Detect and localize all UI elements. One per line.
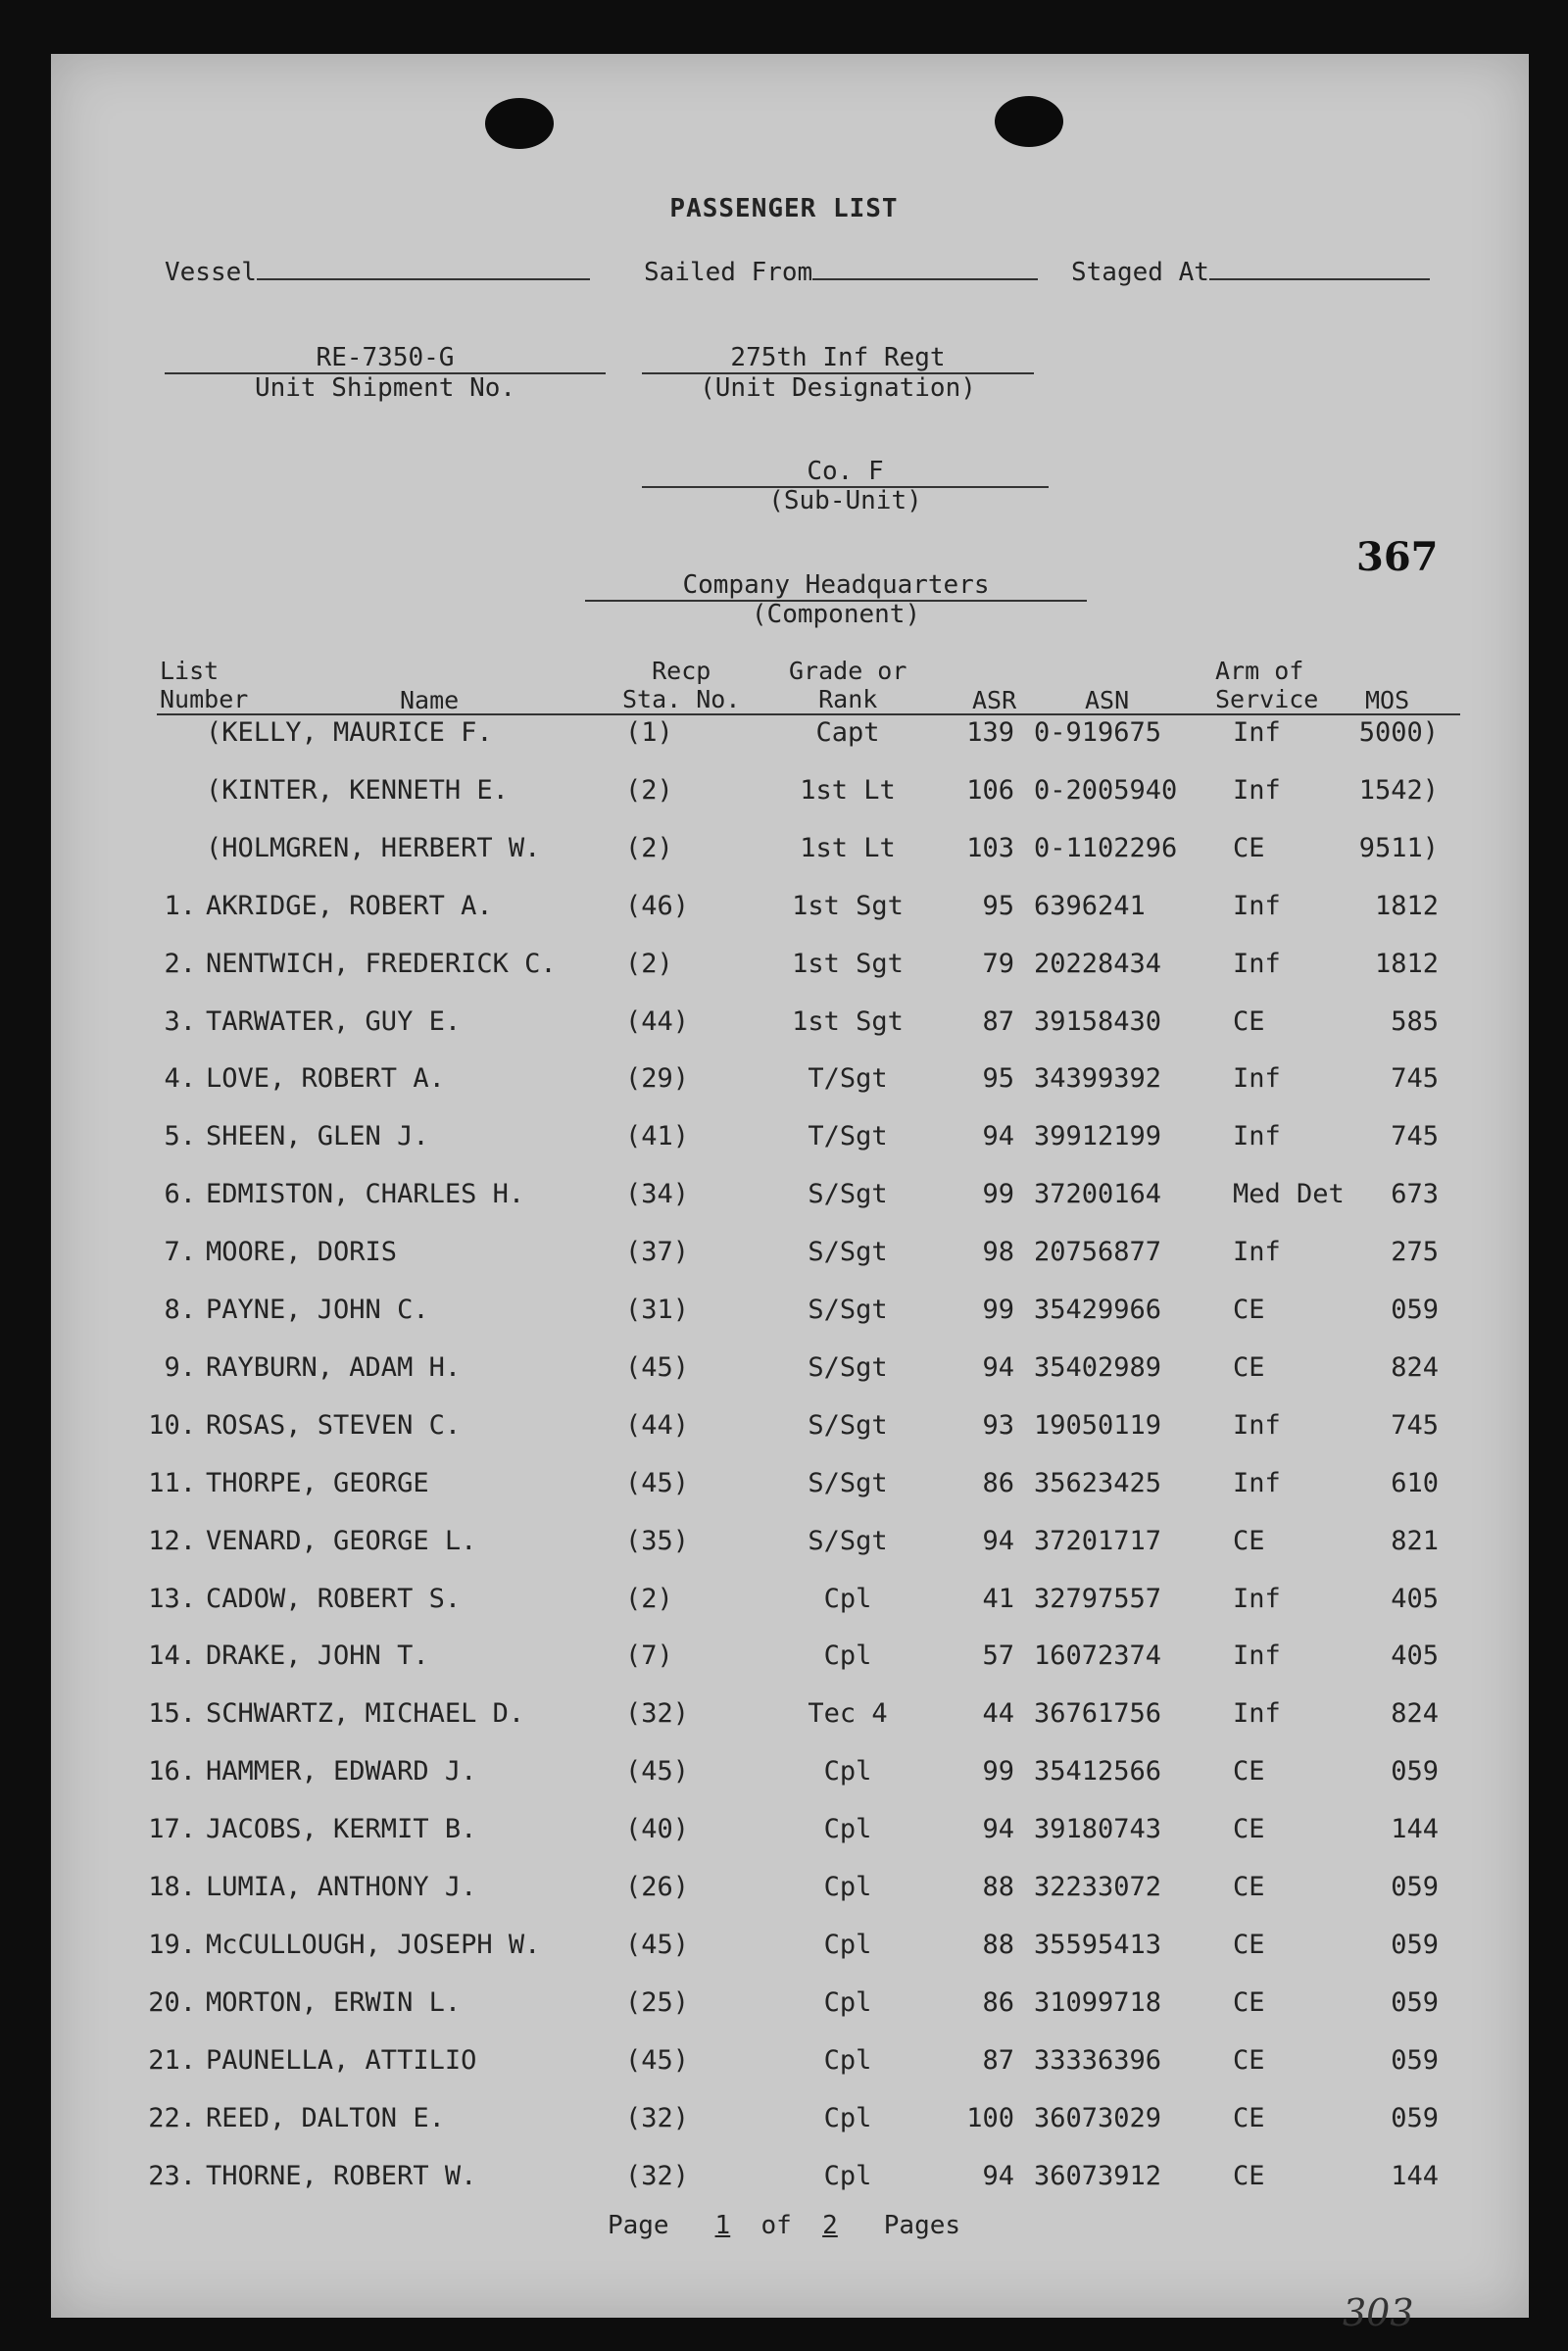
cell-mos: 059 — [1391, 1872, 1439, 1902]
cell-name: CADOW, ROBERT S. — [206, 1583, 462, 1614]
cell-name: VENARD, GEORGE L. — [206, 1525, 477, 1556]
cell-asr: 98 — [982, 1237, 1014, 1268]
cell-mos: 059 — [1391, 1295, 1439, 1325]
cell-name: DRAKE, JOHN T. — [206, 1641, 429, 1672]
punch-hole-left — [485, 98, 554, 149]
table-row — [0, 1468, 1568, 1507]
cell-asn: 34399392 — [1034, 1063, 1162, 1095]
cell-num: 6. — [164, 1179, 196, 1210]
col-mos: MOS — [1365, 686, 1410, 714]
cell-num: 20. — [148, 1986, 196, 2018]
cell-rank: Cpl — [823, 2160, 872, 2191]
cell-sta: (44) — [625, 1005, 690, 1037]
cell-asr: 87 — [982, 2044, 1014, 2076]
cell-num: 2. — [164, 948, 196, 979]
staged-at-label: Staged At — [1071, 258, 1209, 287]
cell-rank: S/Sgt — [808, 1295, 888, 1325]
cell-mos: 745 — [1391, 1409, 1439, 1441]
col-arm-line1: Arm of — [1215, 657, 1304, 685]
cell-name: ROSAS, STEVEN C. — [206, 1409, 462, 1441]
cell-asr: 103 — [966, 832, 1014, 863]
cell-arm: CE — [1233, 1295, 1265, 1325]
table-row — [0, 1006, 1568, 1046]
cell-arm: Inf — [1233, 1121, 1281, 1152]
table-row — [0, 1063, 1568, 1102]
unit-designation-caption: (Unit Designation) — [700, 373, 976, 403]
cell-sta: (45) — [625, 1351, 690, 1383]
cell-num: 17. — [148, 1814, 196, 1845]
table-row — [0, 1237, 1568, 1276]
cell-name: RAYBURN, ADAM H. — [206, 1351, 462, 1383]
cell-name: (HOLMGREN, HERBERT W. — [206, 832, 541, 863]
cell-sta: (2) — [625, 832, 673, 863]
page-total: 2 — [822, 2211, 838, 2240]
cell-rank: S/Sgt — [808, 1409, 888, 1441]
cell-rank: S/Sgt — [808, 1237, 888, 1268]
cell-rank: Capt — [815, 717, 880, 748]
cell-num: 16. — [148, 1756, 196, 1788]
cell-mos: 405 — [1391, 1641, 1439, 1672]
cell-asr: 88 — [982, 1872, 1014, 1902]
cell-asn: 39158430 — [1034, 1005, 1162, 1037]
cell-sta: (2) — [625, 1583, 673, 1614]
cell-name: (KELLY, MAURICE F. — [206, 717, 493, 748]
cell-num: 5. — [164, 1121, 196, 1152]
cell-asn: 0-919675 — [1034, 717, 1162, 748]
pages-label: Pages — [883, 2211, 961, 2240]
cell-name: SCHWARTZ, MICHAEL D. — [206, 1698, 525, 1730]
cell-arm: CE — [1233, 1814, 1265, 1845]
vessel-field — [165, 257, 590, 287]
cell-mos: 745 — [1391, 1063, 1439, 1095]
cell-rank: Cpl — [823, 1986, 872, 2018]
staged-at-blank — [1209, 257, 1430, 280]
page-title: PASSENGER LIST — [669, 194, 899, 223]
cell-num: 23. — [148, 2160, 196, 2191]
punch-hole-right — [995, 96, 1063, 147]
cell-rank: Cpl — [823, 1641, 872, 1672]
page-current: 1 — [714, 2211, 731, 2240]
cell-asn: 31099718 — [1034, 1986, 1162, 2018]
cell-asr: 94 — [982, 1351, 1014, 1383]
cell-arm: CE — [1233, 1756, 1265, 1788]
cell-rank: Cpl — [823, 2102, 872, 2133]
cell-num: 22. — [148, 2102, 196, 2133]
table-row — [0, 1987, 1568, 2027]
cell-mos: 1812 — [1374, 890, 1439, 921]
cell-name: THORNE, ROBERT W. — [206, 2160, 477, 2191]
cell-asn: 37200164 — [1034, 1179, 1162, 1210]
cell-name: LUMIA, ANTHONY J. — [206, 1872, 477, 1902]
cell-asr: 95 — [982, 890, 1014, 921]
cell-sta: (32) — [625, 1698, 690, 1730]
cell-mos: 9511) — [1358, 832, 1439, 863]
table-row — [0, 1526, 1568, 1565]
table-row — [0, 891, 1568, 930]
unit-shipment-caption: Unit Shipment No. — [254, 373, 516, 403]
page-footer — [0, 2211, 1568, 2240]
table-row — [0, 2161, 1568, 2200]
cell-arm: CE — [1233, 1986, 1265, 2018]
cell-asn: 20228434 — [1034, 948, 1162, 979]
cell-asn: 16072374 — [1034, 1641, 1162, 1672]
cell-arm: Inf — [1233, 1063, 1281, 1095]
col-recp-line2: Sta. No. — [622, 685, 741, 713]
cell-name: PAUNELLA, ATTILIO — [206, 2044, 477, 2076]
cell-num: 10. — [148, 1409, 196, 1441]
cell-sta: (45) — [625, 1756, 690, 1788]
cell-asr: 99 — [982, 1756, 1014, 1788]
cell-name: PAYNE, JOHN C. — [206, 1295, 429, 1325]
cell-rank: S/Sgt — [808, 1525, 888, 1556]
cell-arm: CE — [1233, 1525, 1265, 1556]
col-list-number-line1: List — [160, 657, 220, 685]
cell-asn: 36761756 — [1034, 1698, 1162, 1730]
cell-num: 15. — [148, 1698, 196, 1730]
cell-rank: 1st Sgt — [792, 1005, 904, 1037]
cell-arm: Inf — [1233, 1698, 1281, 1730]
cell-name: LOVE, ROBERT A. — [206, 1063, 445, 1095]
table-row — [0, 949, 1568, 988]
cell-sta: (45) — [625, 2044, 690, 2076]
unit-designation-value: 275th Inf Regt — [642, 343, 1034, 374]
cell-asr: 79 — [982, 948, 1014, 979]
cell-name: THORPE, GEORGE — [206, 1467, 429, 1498]
cell-rank: Cpl — [823, 2044, 872, 2076]
cell-asn: 6396241 — [1034, 890, 1146, 921]
cell-rank: Cpl — [823, 1583, 872, 1614]
cell-name: NENTWICH, FREDERICK C. — [206, 948, 557, 979]
cell-name: MOORE, DORIS — [206, 1237, 398, 1268]
cell-asr: 100 — [966, 2102, 1014, 2133]
cell-mos: 745 — [1391, 1121, 1439, 1152]
cell-asr: 44 — [982, 1698, 1014, 1730]
cell-asn: 35429966 — [1034, 1295, 1162, 1325]
cell-rank: S/Sgt — [808, 1351, 888, 1383]
cell-sta: (45) — [625, 1467, 690, 1498]
cell-asr: 41 — [982, 1583, 1014, 1614]
cell-arm: Inf — [1233, 717, 1281, 748]
col-list-number-line2: Number — [160, 685, 249, 713]
cell-asr: 106 — [966, 774, 1014, 806]
cell-mos: 824 — [1391, 1351, 1439, 1383]
cell-rank: 1st Sgt — [792, 890, 904, 921]
table-row — [0, 1814, 1568, 1853]
handwritten-page-note: 303 — [1343, 2291, 1414, 2334]
col-grade-line2: Rank — [818, 685, 878, 713]
cell-arm: Inf — [1233, 1237, 1281, 1268]
cell-sta: (7) — [625, 1641, 673, 1672]
cell-arm: CE — [1233, 1929, 1265, 1960]
cell-name: HAMMER, EDWARD J. — [206, 1756, 477, 1788]
staged-at-field — [1071, 257, 1430, 287]
cell-num: 21. — [148, 2044, 196, 2076]
table-row — [0, 1179, 1568, 1218]
cell-asn: 32797557 — [1034, 1583, 1162, 1614]
unit-shipment-no-value: RE-7350-G — [165, 343, 606, 374]
cell-num: 8. — [164, 1295, 196, 1325]
cell-mos: 1812 — [1374, 948, 1439, 979]
cell-num: 4. — [164, 1063, 196, 1095]
cell-asn: 35595413 — [1034, 1929, 1162, 1960]
cell-rank: T/Sgt — [808, 1063, 888, 1095]
cell-rank: Cpl — [823, 1872, 872, 1902]
col-name: Name — [400, 686, 460, 714]
cell-rank: 1st Lt — [800, 832, 896, 863]
cell-rank: S/Sgt — [808, 1179, 888, 1210]
sailed-from-blank — [812, 257, 1038, 280]
table-row — [0, 1410, 1568, 1449]
table-row — [0, 1584, 1568, 1623]
cell-mos: 821 — [1391, 1525, 1439, 1556]
cell-arm: CE — [1233, 1872, 1265, 1902]
col-asr: ASR — [972, 686, 1017, 714]
cell-sta: (41) — [625, 1121, 690, 1152]
cell-rank: 1st Sgt — [792, 948, 904, 979]
sub-unit-caption: (Sub-Unit) — [768, 486, 922, 515]
cell-asn: 35402989 — [1034, 1351, 1162, 1383]
cell-num: 1. — [164, 890, 196, 921]
cell-name: JACOBS, KERMIT B. — [206, 1814, 477, 1845]
cell-asr: 94 — [982, 2160, 1014, 2191]
cell-name: SHEEN, GLEN J. — [206, 1121, 429, 1152]
cell-name: AKRIDGE, ROBERT A. — [206, 890, 493, 921]
cell-mos: 144 — [1391, 1814, 1439, 1845]
cell-mos: 059 — [1391, 1986, 1439, 2018]
cell-arm: Inf — [1233, 1467, 1281, 1498]
cell-rank: S/Sgt — [808, 1467, 888, 1498]
cell-asr: 93 — [982, 1409, 1014, 1441]
table-row — [0, 1930, 1568, 1969]
cell-sta: (29) — [625, 1063, 690, 1095]
cell-asn: 33336396 — [1034, 2044, 1162, 2076]
cell-name: (KINTER, KENNETH E. — [206, 774, 509, 806]
cell-asr: 57 — [982, 1641, 1014, 1672]
cell-sta: (40) — [625, 1814, 690, 1845]
cell-asn: 35412566 — [1034, 1756, 1162, 1788]
component-caption: (Component) — [751, 600, 921, 629]
cell-asn: 20756877 — [1034, 1237, 1162, 1268]
cell-num: 7. — [164, 1237, 196, 1268]
sub-unit-value: Co. F — [642, 457, 1049, 488]
cell-mos: 059 — [1391, 1756, 1439, 1788]
cell-sta: (45) — [625, 1929, 690, 1960]
cell-arm: Inf — [1233, 774, 1281, 806]
cell-num: 13. — [148, 1583, 196, 1614]
table-row — [0, 1698, 1568, 1738]
cell-sta: (37) — [625, 1237, 690, 1268]
component-value: Company Headquarters — [585, 570, 1087, 602]
cell-arm: CE — [1233, 2044, 1265, 2076]
table-row — [0, 1641, 1568, 1680]
cell-asr: 139 — [966, 717, 1014, 748]
table-row — [0, 1352, 1568, 1392]
cell-name: EDMISTON, CHARLES H. — [206, 1179, 525, 1210]
cell-name: McCULLOUGH, JOSEPH W. — [206, 1929, 541, 1960]
cell-sta: (35) — [625, 1525, 690, 1556]
cell-mos: 585 — [1391, 1005, 1439, 1037]
vessel-label: Vessel — [165, 258, 257, 287]
table-row — [0, 833, 1568, 872]
table-row — [0, 775, 1568, 814]
cell-sta: (46) — [625, 890, 690, 921]
cell-name: TARWATER, GUY E. — [206, 1005, 462, 1037]
cell-asr: 94 — [982, 1525, 1014, 1556]
cell-arm: Inf — [1233, 890, 1281, 921]
cell-asn: 36073912 — [1034, 2160, 1162, 2191]
header-rule — [157, 713, 1460, 715]
cell-asr: 95 — [982, 1063, 1014, 1095]
cell-asn: 19050119 — [1034, 1409, 1162, 1441]
cell-sta: (44) — [625, 1409, 690, 1441]
cell-mos: 275 — [1391, 1237, 1439, 1268]
table-row — [0, 2045, 1568, 2084]
cell-asr: 94 — [982, 1121, 1014, 1152]
sailed-from-field — [644, 257, 1038, 287]
cell-asr: 99 — [982, 1179, 1014, 1210]
cell-rank: Cpl — [823, 1929, 872, 1960]
cell-sta: (2) — [625, 774, 673, 806]
cell-num: 18. — [148, 1872, 196, 1902]
cell-rank: 1st Lt — [800, 774, 896, 806]
cell-asr: 99 — [982, 1295, 1014, 1325]
cell-asn: 0-2005940 — [1034, 774, 1178, 806]
vessel-blank — [257, 257, 590, 280]
cell-name: REED, DALTON E. — [206, 2102, 445, 2133]
cell-arm: CE — [1233, 2160, 1265, 2191]
page-label: Page — [607, 2211, 669, 2240]
table-row — [0, 1756, 1568, 1795]
cell-arm: Inf — [1233, 1409, 1281, 1441]
cell-asr: 86 — [982, 1467, 1014, 1498]
cell-asn: 39912199 — [1034, 1121, 1162, 1152]
cell-rank: Tec 4 — [808, 1698, 888, 1730]
cell-mos: 5000) — [1358, 717, 1439, 748]
col-list-number — [160, 657, 248, 713]
cell-arm: CE — [1233, 1005, 1265, 1037]
cell-asr: 87 — [982, 1005, 1014, 1037]
col-grade-rank — [789, 657, 906, 713]
col-recp-sta-no — [622, 657, 740, 713]
cell-num: 9. — [164, 1351, 196, 1383]
cell-arm: Inf — [1233, 1641, 1281, 1672]
col-arm-line2: Service — [1215, 685, 1319, 713]
cell-mos: 610 — [1391, 1467, 1439, 1498]
cell-sta: (31) — [625, 1295, 690, 1325]
of-label: of — [760, 2211, 792, 2240]
cell-sta: (1) — [625, 717, 673, 748]
cell-asn: 39180743 — [1034, 1814, 1162, 1845]
cell-asr: 88 — [982, 1929, 1014, 1960]
cell-asr: 94 — [982, 1814, 1014, 1845]
cell-arm: CE — [1233, 2102, 1265, 2133]
cell-mos: 144 — [1391, 2160, 1439, 2191]
table-row — [0, 1295, 1568, 1334]
cell-rank: Cpl — [823, 1814, 872, 1845]
cell-name: MORTON, ERWIN L. — [206, 1986, 462, 2018]
cell-asn: 36073029 — [1034, 2102, 1162, 2133]
cell-mos: 059 — [1391, 1929, 1439, 1960]
col-recp-line1: Recp — [652, 657, 711, 685]
cell-arm: Med Det — [1233, 1179, 1345, 1210]
cell-asr: 86 — [982, 1986, 1014, 2018]
cell-mos: 673 — [1391, 1179, 1439, 1210]
cell-num: 12. — [148, 1525, 196, 1556]
cell-sta: (34) — [625, 1179, 690, 1210]
cell-mos: 824 — [1391, 1698, 1439, 1730]
col-asn: ASN — [1085, 686, 1130, 714]
cell-num: 19. — [148, 1929, 196, 1960]
cell-sta: (26) — [625, 1872, 690, 1902]
cell-sta: (2) — [625, 948, 673, 979]
table-row — [0, 2103, 1568, 2142]
cell-asn: 0-1102296 — [1034, 832, 1178, 863]
cell-mos: 1542) — [1358, 774, 1439, 806]
cell-mos: 405 — [1391, 1583, 1439, 1614]
cell-rank: Cpl — [823, 1756, 872, 1788]
stamped-number: 367 — [1356, 534, 1439, 580]
cell-arm: CE — [1233, 832, 1265, 863]
cell-arm: Inf — [1233, 1583, 1281, 1614]
cell-mos: 059 — [1391, 2102, 1439, 2133]
cell-num: 11. — [148, 1467, 196, 1498]
sailed-from-label: Sailed From — [644, 258, 813, 287]
col-grade-line1: Grade or — [789, 657, 907, 685]
cell-asn: 35623425 — [1034, 1467, 1162, 1498]
cell-sta: (25) — [625, 1986, 690, 2018]
table-row — [0, 1121, 1568, 1160]
cell-arm: Inf — [1233, 948, 1281, 979]
table-row — [0, 1872, 1568, 1911]
cell-mos: 059 — [1391, 2044, 1439, 2076]
cell-num: 14. — [148, 1641, 196, 1672]
cell-sta: (32) — [625, 2160, 690, 2191]
cell-arm: CE — [1233, 1351, 1265, 1383]
cell-asn: 37201717 — [1034, 1525, 1162, 1556]
cell-num: 3. — [164, 1005, 196, 1037]
table-row — [0, 717, 1568, 757]
col-arm-of-service — [1215, 657, 1318, 713]
cell-rank: T/Sgt — [808, 1121, 888, 1152]
cell-sta: (32) — [625, 2102, 690, 2133]
cell-asn: 32233072 — [1034, 1872, 1162, 1902]
